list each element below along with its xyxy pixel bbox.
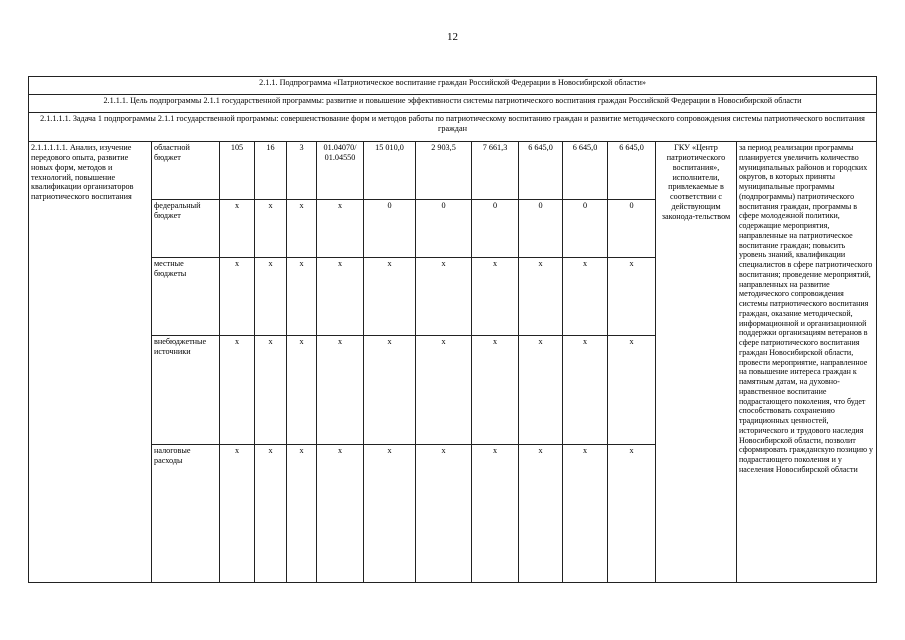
task-title: 2.1.1.1.1. Задача 1 подпрограммы 2.1.1 государственной программы: совершенствование форм и методов работы по патриотическому воспитанию граждан и развитие методического сопровождения системы патриотического воспитания граждан xyxy=(29,113,877,142)
table-cell: x xyxy=(472,336,519,444)
funding-source: областной бюджет xyxy=(152,142,220,200)
table-cell: 6 645,0 xyxy=(608,142,656,200)
table-cell: 2 903,5 xyxy=(416,142,472,200)
table-cell: 6 645,0 xyxy=(519,142,563,200)
table-cell: x xyxy=(364,444,416,582)
table-cell: x xyxy=(416,258,472,336)
table-cell: x xyxy=(608,444,656,582)
table-cell: x xyxy=(220,258,255,336)
table-cell: x xyxy=(519,336,563,444)
table-cell: 15 010,0 xyxy=(364,142,416,200)
table-cell: 01.04070/ 01.04550 xyxy=(317,142,364,200)
subprogram-title: 2.1.1. Подпрограмма «Патриотическое воспитание граждан Российской Федерации в Новосибирской области» xyxy=(29,77,877,95)
table-cell: 0 xyxy=(519,200,563,258)
table-cell: x xyxy=(287,444,317,582)
table-cell: x xyxy=(287,336,317,444)
table-cell: 0 xyxy=(472,200,519,258)
table-cell: x xyxy=(563,444,608,582)
table-cell: x xyxy=(255,444,287,582)
executor: ГКУ «Центр патриотического воспитания», исполнители, привлекаемые в соответствии с действующим законода-тельством xyxy=(656,142,737,583)
table-cell: x xyxy=(364,258,416,336)
table-cell: 105 xyxy=(220,142,255,200)
table-cell: 0 xyxy=(563,200,608,258)
table-cell: 16 xyxy=(255,142,287,200)
table-cell: x xyxy=(608,258,656,336)
table-cell: x xyxy=(608,336,656,444)
table-cell: 7 661,3 xyxy=(472,142,519,200)
table-cell: x xyxy=(364,336,416,444)
table-cell: x xyxy=(220,336,255,444)
table-cell: x xyxy=(472,258,519,336)
table-cell: x xyxy=(472,444,519,582)
expected-result: за период реализации программы планируется увеличить количество муниципальных районов и городских округов, в которых приняты муниципальные программы (подпрограммы) патриотического воспитания граждан, программы в сфере молодежной политики, содержащие мероприятия, направленные на патриотическое воспитание граждан; повысить уровень знаний, квалификации специалистов в сфере патриотического воспитания; проведение мероприятий, направленных на развитие методического сопровождения системы патриотического воспитания граждан, оказание методической, информационной и организационной поддержки организациям ветеранов в сфере патриотического воспитания граждан Новосибирской области, провести мероприятие, направленное на повышение интереса граждан к памятным датам, на духовно-нравственное воспитание подрастающего поколения, что будет способствовать сохранению традиционных ценностей, исторического и трудового наследия Новосибирской области, позволит сформировать гражданскую позицию у подрастающего поколения и у населения Новосибирской области xyxy=(737,142,877,583)
table-cell: 0 xyxy=(416,200,472,258)
table-cell: 6 645,0 xyxy=(563,142,608,200)
program-table xyxy=(28,76,877,583)
table-cell: x xyxy=(519,258,563,336)
table-cell: 0 xyxy=(608,200,656,258)
table-cell: x xyxy=(563,258,608,336)
table-cell: x xyxy=(416,444,472,582)
funding-source: федеральный бюджет xyxy=(152,200,220,258)
table-cell: x xyxy=(317,444,364,582)
activity-description: 2.1.1.1.1.1. Анализ, изучение передового опыта, развитие новых форм, методов и технологий, повышение квалификации организаторов патриотического воспитания xyxy=(29,142,152,583)
table-row xyxy=(29,142,877,200)
table-cell: 3 xyxy=(287,142,317,200)
table-cell: x xyxy=(317,336,364,444)
table-cell: 0 xyxy=(364,200,416,258)
table-cell: x xyxy=(416,336,472,444)
table-cell: x xyxy=(287,258,317,336)
table-cell: x xyxy=(220,444,255,582)
table-cell: x xyxy=(255,258,287,336)
table-cell: x xyxy=(563,336,608,444)
funding-source: внебюджетные источники xyxy=(152,336,220,444)
table-cell: x xyxy=(287,200,317,258)
table-cell: x xyxy=(220,200,255,258)
funding-source: налоговые расходы xyxy=(152,444,220,582)
table-cell: x xyxy=(317,258,364,336)
goal-title: 2.1.1.1. Цель подпрограммы 2.1.1 государственной программы: развитие и повышение эффективности системы патриотического воспитания граждан Российской Федерации в Новосибирской области xyxy=(29,95,877,113)
table-cell: x xyxy=(317,200,364,258)
page-number: 12 xyxy=(447,31,458,43)
table-cell: x xyxy=(255,200,287,258)
table-cell: x xyxy=(519,444,563,582)
funding-source: местные бюджеты xyxy=(152,258,220,336)
table-cell: x xyxy=(255,336,287,444)
